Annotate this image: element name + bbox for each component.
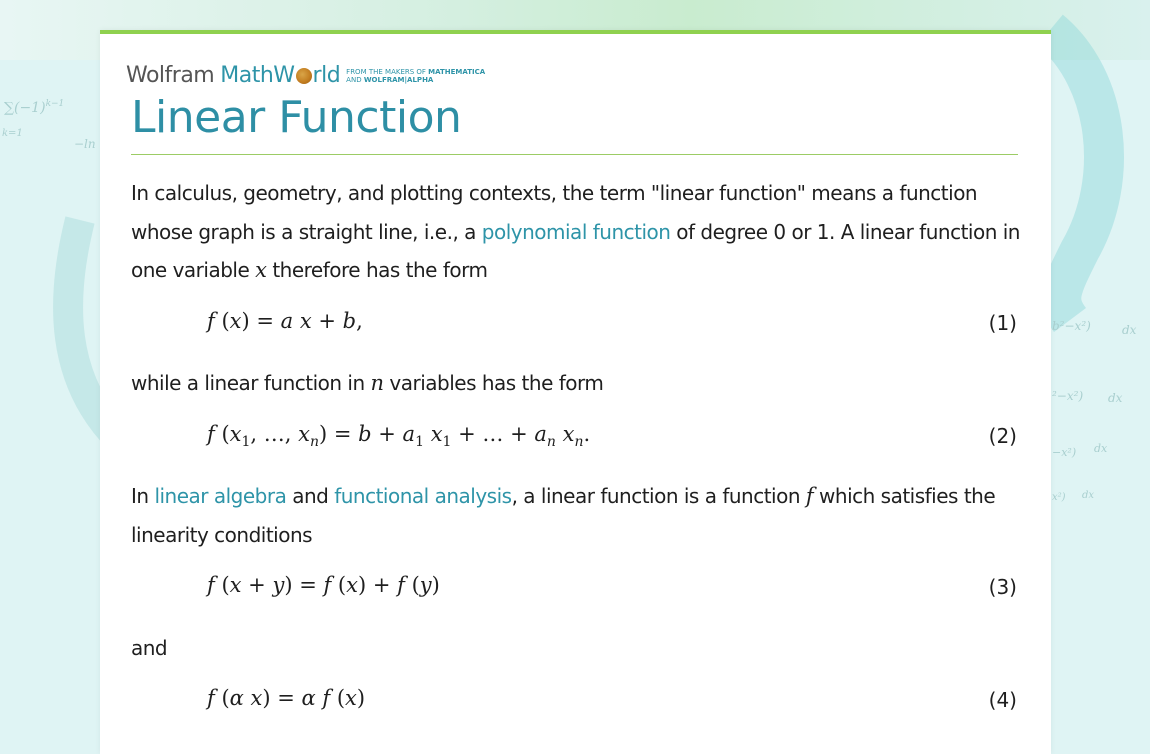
- p3-text-c: , a linear function is a function: [511, 484, 806, 508]
- equation-4-number: (4): [988, 688, 1017, 712]
- svg-text:∑(−1)k−1: $\sum(-1)^{k-1}$: [4, 99, 65, 116]
- paragraph-multivariable: [131, 364, 1026, 403]
- brand-mathworld-part1: MathW: [220, 63, 295, 88]
- svg-text:−x²): −x²): [1052, 446, 1077, 459]
- svg-text:k=1: k=1: [2, 128, 23, 139]
- svg-text:dx: dx: [1082, 490, 1095, 501]
- page-title: Linear Function: [131, 92, 462, 143]
- p2-text-a: while a linear function in: [131, 371, 371, 395]
- p2-text-b: variables has the form: [383, 371, 604, 395]
- svg-text:dx: dx: [1122, 323, 1137, 337]
- paragraph-intro: [131, 174, 1026, 290]
- variable-f: f: [805, 484, 814, 508]
- svg-text:−ln: −ln: [74, 137, 96, 151]
- site-logo[interactable]: [126, 60, 485, 88]
- equation-1: [207, 309, 1017, 341]
- p1-text-b: of degree 0 or 1. A linear function in one variable: [131, 219, 1020, 282]
- tagline-line2-bold: WOLFRAM|ALPHA: [363, 76, 434, 84]
- svg-text:²−x²): ²−x²): [1052, 389, 1084, 403]
- equation-2-number: (2): [988, 424, 1017, 448]
- equation-1-expression: f (x) = a x + b,: [207, 309, 363, 333]
- p3-text-d: which satisfies the linearity conditions: [131, 484, 996, 547]
- equation-4-expression: f (α x) = α f (x): [207, 686, 366, 710]
- p1-text-c: therefore has the form: [266, 258, 488, 282]
- brand-mathworld-part2: rld: [312, 63, 341, 88]
- title-divider: [131, 154, 1018, 155]
- svg-text:x²): x²): [1052, 492, 1066, 503]
- svg-text:dx: dx: [1108, 391, 1123, 405]
- paragraph-and: and: [131, 636, 168, 660]
- equation-3: [207, 573, 1017, 605]
- brand-tagline: [346, 68, 485, 84]
- equation-3-expression: f (x + y) = f (x) + f (y): [207, 573, 440, 597]
- paragraph-linear-algebra: [131, 477, 1026, 554]
- equation-2-expression: f ($x_1$, …, $x_n) = b + a_1$ $x_1$ + … + $a_n$ $x_n$.: [207, 422, 591, 451]
- p3-text-b: and: [286, 484, 335, 508]
- link-functional-analysis[interactable]: functional analysis: [334, 484, 512, 508]
- equation-3-number: (3): [988, 575, 1017, 599]
- variable-n: n: [370, 371, 384, 395]
- article-card: [100, 30, 1051, 754]
- globe-icon: [296, 68, 312, 84]
- tagline-line1-bold: MATHEMATICA: [428, 68, 486, 76]
- tagline-line2-prefix: AND: [346, 76, 364, 84]
- p1-text-a: In calculus, geometry, and plotting contexts, the term "linear function" means a function whose graph is a straight line, i.e., a: [131, 181, 978, 244]
- link-polynomial-function[interactable]: polynomial function: [481, 219, 671, 244]
- brand-wolfram-text: Wolfram: [126, 63, 215, 88]
- brand-mathworld-text: [220, 63, 340, 88]
- equation-4: [207, 686, 1017, 718]
- equation-2: [207, 422, 1017, 454]
- tagline-line1-prefix: FROM THE MAKERS OF: [346, 68, 429, 76]
- svg-text:dx: dx: [1094, 442, 1108, 455]
- link-linear-algebra[interactable]: linear algebra: [154, 484, 287, 508]
- svg-text:b²−x²): b²−x²): [1052, 319, 1091, 333]
- variable-x: x: [255, 258, 267, 282]
- equation-1-number: (1): [988, 311, 1017, 335]
- p3-text-a: In: [131, 484, 155, 508]
